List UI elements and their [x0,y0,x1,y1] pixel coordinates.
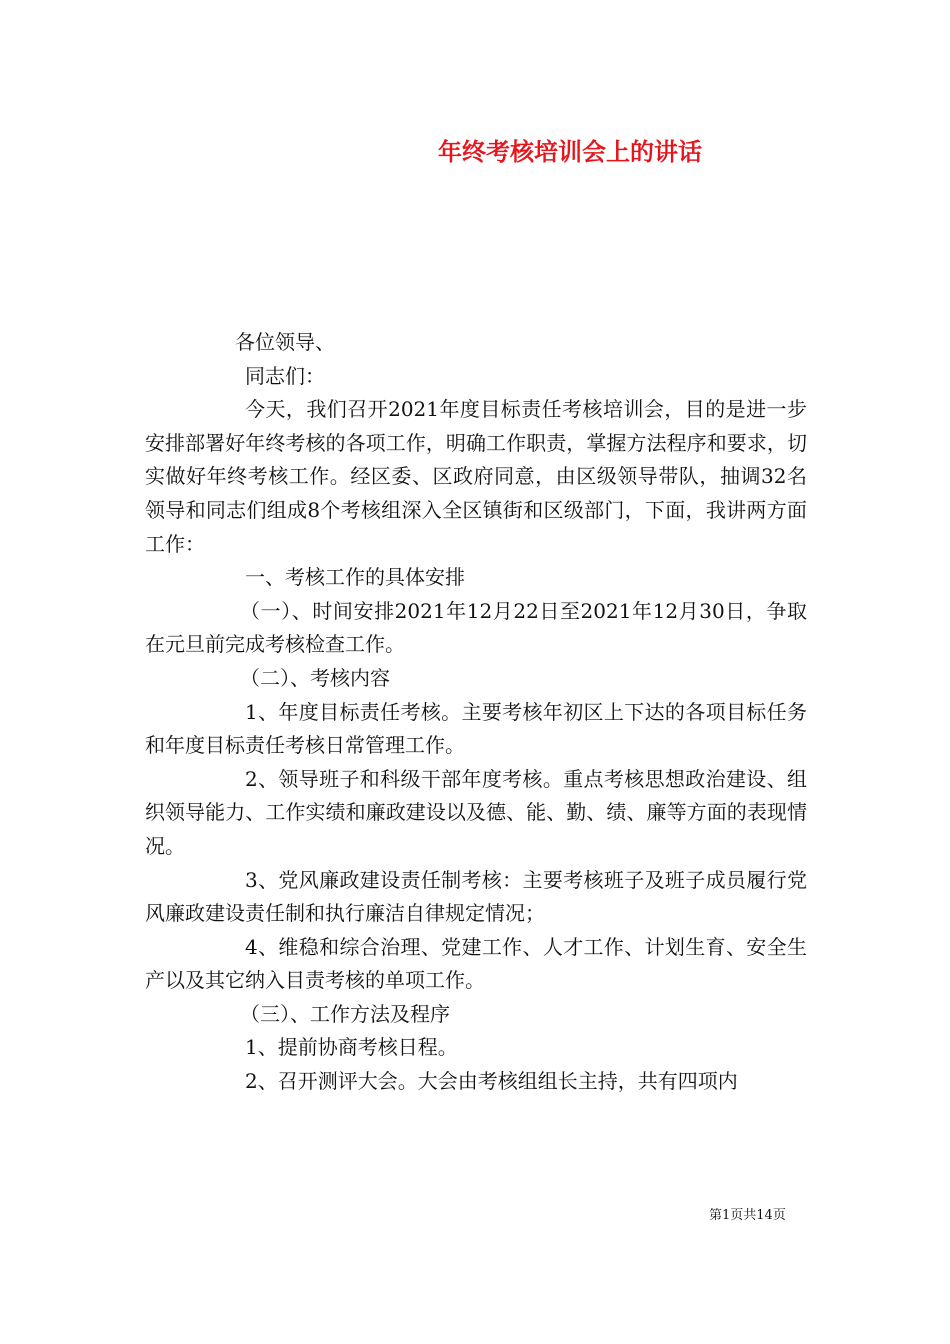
list-item-3: 3、党风廉政建设责任制考核：主要考核班子及班子成员履行党风廉政建设责任制和执行廉洁自律规定情况； [145,867,807,926]
list-item-2: 2、领导班子和科级干部年度考核。重点考核思想政治建设、组织领导能力、工作实绩和廉政建设以及德、能、勤、绩、廉等方面的表现情况。 [145,766,807,858]
greeting-leaders: 各位领导、 [235,330,335,354]
method-item-2: 2、召开测评大会。大会由考核组组长主持，共有四项内 [245,1069,738,1094]
subsection-method-heading: （三）、工作方法及程序 [240,1001,450,1026]
section-heading-1: 一、考核工作的具体安排 [245,565,465,590]
page-number: 第1页共14页 [709,1208,786,1223]
list-item-4: 4、维稳和综合治理、党建工作、人才工作、计划生育、安全生产以及其它纳入目责考核的单项工作。 [145,934,807,993]
greeting-comrades: 同志们： [245,363,325,388]
subsection-content-heading: （二）、考核内容 [240,665,390,690]
list-item-1: 1、年度目标责任考核。主要考核年初区上下达的各项目标任务和年度目标责任考核日常管理工作。 [145,699,807,758]
document-body [145,326,807,1099]
method-item-1: 1、提前协商考核日程。 [245,1035,458,1060]
subsection-time: （一）、时间安排2021年12月22日至2021年12月30日，争取在元旦前完成考核检查工作。 [145,598,807,657]
page-title: 年终考核培训会上的讲话 [438,137,702,166]
paragraph-intro: 今天，我们召开2021年度目标责任考核培训会，目的是进一步安排部署好年终考核的各项工作，明确工作职责，掌握方法程序和要求，切实做好年终考核工作。经区委、区政府同意，由区级领导带队，抽调32名领导和同志们组成8个考核组深入全区镇街和区级部门，下面，我讲两方面工作： [145,397,807,556]
